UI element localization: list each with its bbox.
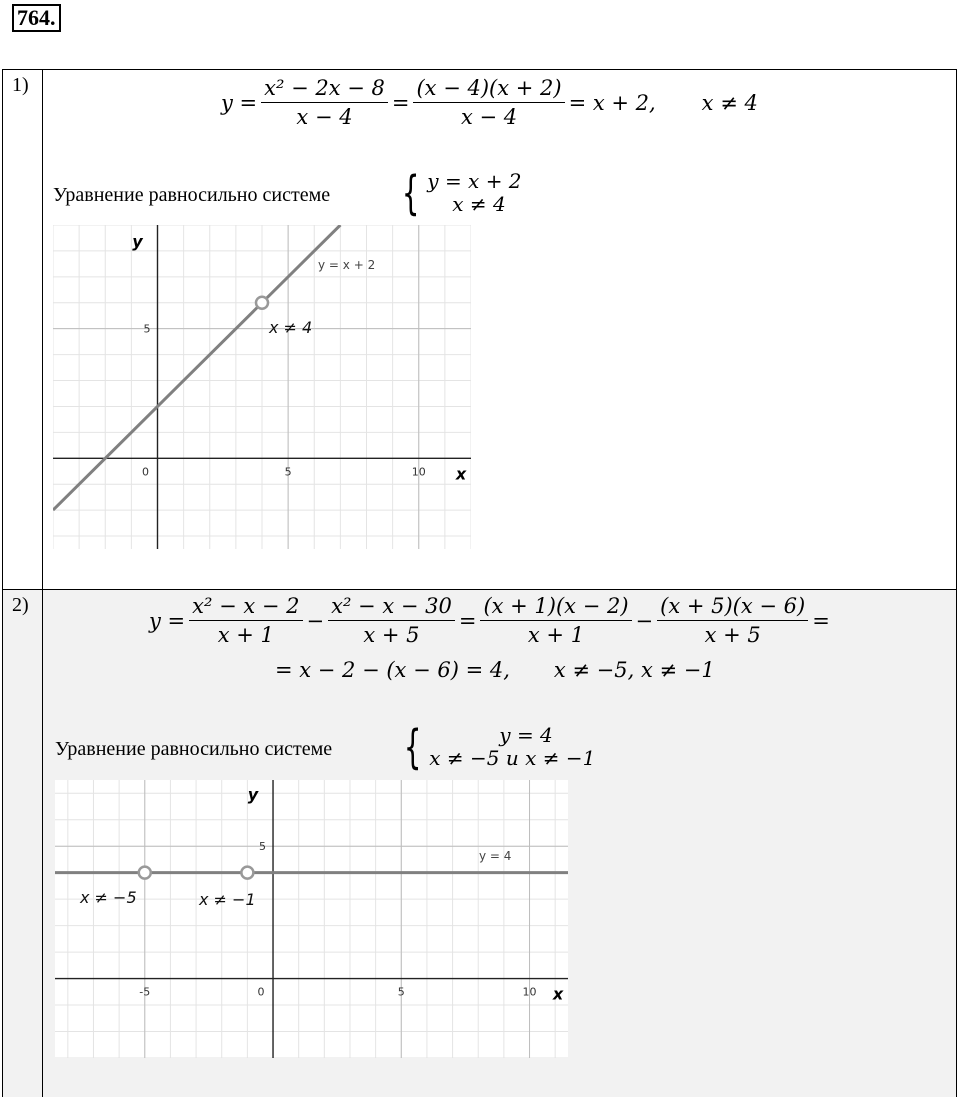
- origin-label: 0: [257, 985, 265, 999]
- y-tick-label: 5: [143, 322, 151, 336]
- part-2-system: { y = 4 x ≠ −5 и x ≠ −1: [403, 720, 596, 774]
- x-tick-label: 5: [397, 985, 405, 999]
- x-axis-label: x: [552, 984, 564, 1004]
- solution-table: [2, 69, 957, 1097]
- fraction: $\frac{(x + 5)(x - 6)}{x + 5}$: [657, 594, 808, 647]
- excluded-point: [256, 297, 268, 309]
- y-axis-label: y: [132, 232, 143, 251]
- graph-background: [55, 780, 568, 1058]
- excluded-point-label: x ≠ 4: [269, 318, 313, 337]
- x-tick-label: 5: [284, 465, 292, 479]
- part-2-equation-line-1: y = $\frac{\text{x² − x − 2}}{x + 1}$ − $\frac{\text{x² − x − 30}}{x + 5}$ = $\frac{(x + 1)(x - 2)}{x + 1}$ − $\frac{(x + 5)(x - 6)}{x + 5}$ =: [149, 594, 830, 647]
- part-1-system: { y = x + 2 x ≠ 4: [401, 166, 522, 220]
- part-1-section: [3, 70, 956, 589]
- y-axis-label: y: [247, 785, 259, 804]
- x-axis-label: x: [455, 464, 467, 484]
- fraction: $\frac{\text{x² − x − 2}}{x + 1}$: [189, 594, 302, 647]
- fraction: $\frac{\text{x² − x − 30}}{x + 5}$: [328, 594, 455, 647]
- part-2-section: [3, 589, 956, 1097]
- excluded-point-label: x ≠ −1: [199, 890, 256, 909]
- x-tick-label: 10: [411, 465, 426, 479]
- line-label: y = 4: [479, 849, 512, 863]
- fraction: $\frac{(x + 1)(x - 2)}{x + 1}$: [480, 594, 631, 647]
- x-tick-label: 10: [522, 985, 537, 999]
- excluded-point: [241, 867, 253, 879]
- x-tick-label: -5: [139, 985, 151, 999]
- fraction: $\frac{(x - 4)(x + 2)}{x - 4}$: [413, 76, 564, 129]
- line-label: y = x + 2: [318, 258, 376, 272]
- part-1-label: 1): [12, 74, 29, 96]
- part-2-equation-line-2: = x − 2 − (x − 6) = 4, x ≠ −5, x ≠ −1: [275, 658, 715, 682]
- part-2-graph: [55, 780, 568, 1058]
- part-1-graph: [53, 225, 471, 549]
- part-1-equation: y = $\frac{\text{x² − 2x − 8}}{x - 4}$ = $\frac{(x - 4)(x + 2)}{x - 4}$ = x + 2, x ≠ 4: [221, 76, 758, 129]
- part-1-system-text: Уравнение равносильно системе: [53, 184, 331, 206]
- problem-number: 764.: [12, 4, 61, 32]
- excluded-point: [139, 867, 151, 879]
- origin-label: 0: [142, 465, 149, 479]
- fraction: $\frac{\text{x² − 2x − 8}}{x - 4}$: [261, 76, 388, 129]
- y-tick-label: 5: [259, 840, 267, 854]
- part-2-label: 2): [12, 594, 29, 616]
- part-2-system-text: Уравнение равносильно системе: [55, 738, 333, 760]
- excluded-point-label: x ≠ −5: [80, 888, 137, 907]
